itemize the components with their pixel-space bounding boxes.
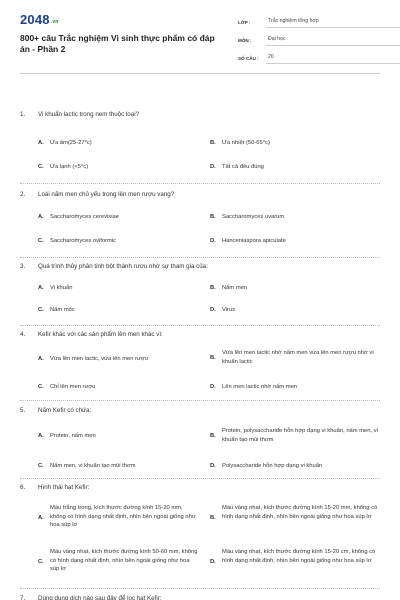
meta-row-subject (238, 28, 400, 46)
question-text: Quá trình thủy phân tinh bột thành rượu nhờ sự tham gia của: (38, 263, 208, 270)
option-letter: D. (210, 164, 216, 170)
option-a[interactable] (38, 213, 198, 222)
question-divider (20, 478, 380, 479)
option-letter: A. (38, 285, 44, 291)
option-a[interactable] (38, 504, 198, 531)
question-stem (20, 407, 91, 414)
question-number: 1. (20, 111, 26, 118)
option-letter: C. (38, 463, 44, 469)
option-text: Hanceniaspora apiculate (222, 238, 286, 244)
question-stem (20, 331, 163, 338)
option-c[interactable] (38, 383, 198, 392)
question-number: 4. (20, 331, 26, 338)
meta-row-count (238, 46, 400, 64)
option-text: Saccharomyces oviformic (50, 238, 117, 244)
option-c[interactable] (38, 163, 198, 172)
option-d[interactable] (210, 163, 380, 172)
option-b[interactable] (210, 504, 380, 531)
option-text: Protein, polysaccharide hỗn hợp dạng vi khuẩn, nấm men, vi khuẩn tạo mùi thơm (222, 428, 378, 443)
question-stem (20, 263, 208, 270)
meta-value: Trắc nghiệm tổng hợp (266, 18, 400, 28)
option-letter: D. (210, 384, 216, 390)
option-c[interactable] (38, 237, 198, 246)
option-letter: D. (210, 307, 216, 313)
logo-text: 2048 (20, 12, 50, 27)
option-letter: A. (38, 356, 44, 362)
question-divider (20, 588, 380, 589)
option-text: Màu trắng trong, kích thước đường kính 15-20 mm, không có hình dạng nhất định, nhìn bên ngoài giống như hoa súp lơ (50, 505, 196, 528)
option-text: Saccharomyces cerevisiae (50, 214, 119, 220)
option-letter: B. (210, 432, 216, 439)
option-c[interactable] (38, 548, 198, 575)
meta-value: Đại học (266, 36, 400, 46)
question-stem (20, 595, 162, 600)
option-text: Chỉ lên men rượu (50, 384, 96, 390)
option-c[interactable] (38, 462, 198, 471)
question-text: Hình thái hạt Kefir: (38, 484, 90, 491)
question-stem (20, 111, 139, 118)
option-a[interactable] (38, 284, 198, 293)
option-letter: C. (38, 558, 44, 565)
question-divider (20, 400, 380, 401)
worksheet-header (20, 0, 380, 74)
question-text: Nấm Kefir có chứa: (38, 407, 92, 414)
option-letter: C. (38, 164, 44, 170)
option-letter: B. (210, 285, 216, 291)
meta-value: 20 (266, 54, 400, 64)
option-text: Màu vàng nhạt, kích thước đường kính 50-60 mm, không có hình dạng nhất định, nhìn bên ngoài giống như hoa súp lơ (50, 549, 198, 572)
option-letter: B. (210, 140, 216, 146)
meta-label: LỚP : (238, 20, 251, 25)
option-text: Nấm men, vi khuẩn tạo mùi thơm (50, 463, 136, 469)
option-a[interactable] (38, 139, 198, 148)
question-number: 3. (20, 263, 26, 270)
option-d[interactable] (210, 237, 380, 246)
question-text: Dùng dung dịch nào sau đây để lọc hạt Kefir: (38, 595, 162, 600)
option-text: Vừa lên men lactic nhờ nấm men vừa lên men rượu nhờ vi khuẩn lactic (222, 350, 374, 365)
option-c[interactable] (38, 306, 198, 315)
option-text: Màu vàng nhạt, kích thước đường kính 15-20 cm, không có hình dạng nhất định, nhìn bên ngoài giống như hoa súp lơ (222, 549, 376, 564)
option-letter: C. (38, 307, 44, 313)
site-logo[interactable] (20, 12, 59, 27)
meta-block (238, 10, 400, 64)
question-number: 2. (20, 191, 26, 198)
question-stem (20, 191, 174, 198)
option-letter: C. (38, 384, 44, 390)
option-text: Nấm mốc (50, 307, 75, 313)
option-text: Nấm men (222, 285, 248, 291)
meta-label: MÔN : (238, 38, 252, 43)
question-divider (20, 183, 380, 184)
option-a[interactable] (38, 432, 198, 441)
option-letter: B. (210, 514, 216, 521)
option-letter: D. (210, 558, 216, 565)
option-text: Tất cả đều đúng (222, 164, 264, 170)
meta-label: SỐ CÂU : (238, 56, 259, 61)
option-d[interactable] (210, 306, 380, 315)
option-text: Saccharomyces uvarum (222, 214, 285, 220)
option-text: Protein, nấm men (50, 433, 96, 439)
option-b[interactable] (210, 349, 380, 367)
question-number: 6. (20, 484, 26, 491)
option-text: Vi khuẩn (50, 285, 73, 291)
question-text: Loài nấm men chủ yếu trong lên men rượu vang? (38, 191, 175, 198)
option-b[interactable] (210, 139, 380, 148)
question-text: Kefir khác với các sản phẩm lên men khác vì: (38, 331, 163, 338)
option-letter: B. (210, 354, 216, 361)
option-letter: B. (210, 214, 216, 220)
option-text: Polysaccharide hỗn hợp dạng vi khuẩn (222, 463, 323, 469)
option-letter: A. (38, 514, 44, 521)
option-d[interactable] (210, 383, 380, 392)
option-text: Lên men lactic nhờ nấm men (222, 384, 298, 390)
option-letter: C. (38, 238, 44, 244)
option-letter: A. (38, 433, 44, 439)
option-text: Vừa lên men lactic, vừa lên men rượu (50, 356, 148, 362)
question-number: 7. (20, 595, 26, 600)
logo-tld: .vn (50, 19, 59, 25)
option-text: Ưa lạnh (<5°c) (50, 164, 89, 170)
question-divider (20, 325, 380, 326)
question-number: 5. (20, 407, 26, 414)
question-stem (20, 484, 89, 491)
option-letter: A. (38, 214, 44, 220)
option-text: Màu vàng nhạt, kích thước đường kính 15-20 mm, không có hình dạng nhất định, nhìn bên ngoài giống như hoa súp lơ (222, 505, 378, 520)
option-letter: D. (210, 463, 216, 469)
option-text: Ưa nhiệt (50-65°c) (222, 140, 270, 146)
option-b[interactable] (210, 284, 380, 293)
question-divider (20, 257, 380, 258)
question-text: Vi khuẩn lactic trong nem thuộc loại? (38, 111, 140, 118)
option-letter: D. (210, 238, 216, 244)
option-text: Virus (222, 307, 236, 313)
option-d[interactable] (210, 548, 380, 575)
option-d[interactable] (210, 462, 380, 471)
option-a[interactable] (38, 355, 198, 364)
option-letter: A. (38, 140, 44, 146)
document-title: 800+ câu Trắc nghiệm Vi sinh thực phẩm có đáp án - Phần 2 (20, 33, 215, 54)
option-b[interactable] (210, 213, 380, 222)
meta-row-class (238, 10, 400, 28)
option-text: Ưa ấm(25-27°c) (50, 140, 92, 146)
option-b[interactable] (210, 427, 380, 445)
